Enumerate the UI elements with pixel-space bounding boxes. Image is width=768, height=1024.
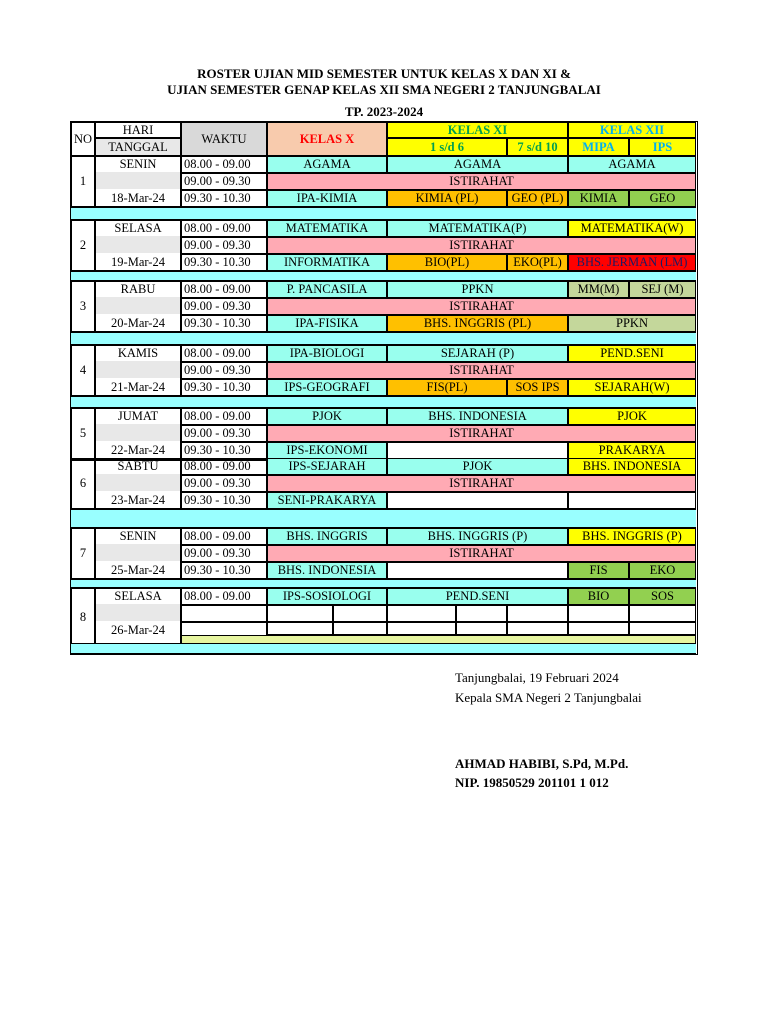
kelas-xi-1-6-subject: KIMIA (PL) xyxy=(387,190,507,207)
kelas-xi-subject: SEJARAH (P) xyxy=(387,345,568,362)
document-title-line3: TP. 2023-2024 xyxy=(344,104,424,119)
day-name: KAMIS xyxy=(117,345,159,360)
time-slot: 09.30 - 10.30 xyxy=(181,442,267,459)
kelas-x-subject: PJOK xyxy=(267,408,387,425)
day-frame xyxy=(95,408,181,459)
kelas-xii-subject: BHS. JERMAN (LM) xyxy=(568,254,696,271)
day-frame xyxy=(95,345,181,396)
day-name: SELASA xyxy=(114,588,162,603)
header-waktu: WAKTU xyxy=(181,122,267,156)
kelas-xi-7-10-subject: GEO (PL) xyxy=(507,190,568,207)
kelas-xii-mipa-subject: MM(M) xyxy=(568,281,629,298)
time-slot: 08.00 - 09.00 xyxy=(181,588,267,605)
time-slot: 08.00 - 09.00 xyxy=(181,220,267,237)
day-name: SABTU xyxy=(117,458,159,473)
empty-cell xyxy=(267,605,333,622)
kelas-xii-subject: PRAKARYA xyxy=(568,442,696,459)
time-slot: 09.30 - 10.30 xyxy=(181,254,267,271)
day-date: 23-Mar-24 xyxy=(111,492,165,507)
footer-place-date: Tanjungbalai, 19 Februari 2024 xyxy=(455,670,619,685)
empty-cell xyxy=(387,492,696,509)
kelas-xii-ips-subject: SOS xyxy=(629,588,696,605)
day-number: 4 xyxy=(71,345,95,396)
kelas-x-subject: IPS-SEJARAH xyxy=(267,458,387,475)
document-title-line1: ROSTER UJIAN MID SEMESTER UNTUK KELAS X DAN XI & xyxy=(197,66,571,81)
time-slot: 08.00 - 09.00 xyxy=(181,458,267,475)
separator-band xyxy=(71,271,696,281)
time-slot: 08.00 - 09.00 xyxy=(181,156,267,173)
kelas-xii-subject: MATEMATIKA(W) xyxy=(568,220,696,237)
kelas-x-subject: MATEMATIKA xyxy=(267,220,387,237)
kelas-xii-subject: PJOK xyxy=(568,408,696,425)
empty-cell xyxy=(333,605,387,622)
footer-position: Kepala SMA Negeri 2 Tanjungbalai xyxy=(455,690,642,705)
empty-cell xyxy=(333,622,387,635)
kelas-xii-subject: BHS. INGGRIS (P) xyxy=(568,528,696,545)
time-slot: 09.30 - 10.30 xyxy=(181,492,267,509)
time-slot: 09.00 - 09.30 xyxy=(181,298,267,315)
day-date: 22-Mar-24 xyxy=(111,442,165,457)
kelas-x-subject: IPA-BIOLOGI xyxy=(267,345,387,362)
kelas-x-subject: SENI-PRAKARYA xyxy=(267,492,387,509)
kelas-xi-subject: BHS. INGGRIS (P) xyxy=(387,528,568,545)
kelas-xi-7-10-subject: SOS IPS xyxy=(507,379,568,396)
empty-cell xyxy=(456,605,507,622)
day-name: SELASA xyxy=(114,220,162,235)
time-slot: 09.00 - 09.30 xyxy=(181,173,267,190)
break-istirahat: ISTIRAHAT xyxy=(267,425,696,442)
kelas-xi-subject: BHS. INGGRIS (PL) xyxy=(387,315,568,332)
header-hari: HARI xyxy=(95,122,181,138)
day-number: 5 xyxy=(71,408,95,459)
day-name: JUMAT xyxy=(117,408,159,423)
kelas-x-subject: BHS. INGGRIS xyxy=(267,528,387,545)
separator-band xyxy=(71,207,696,220)
day-number: 2 xyxy=(71,220,95,271)
day-frame xyxy=(95,458,181,509)
day-date: 21-Mar-24 xyxy=(111,379,165,394)
kelas-x-subject: AGAMA xyxy=(267,156,387,173)
break-istirahat: ISTIRAHAT xyxy=(267,545,696,562)
day-number: 7 xyxy=(71,528,95,579)
separator-band xyxy=(71,643,696,654)
header-no: NO xyxy=(71,122,95,156)
time-slot: 09.30 - 10.30 xyxy=(181,315,267,332)
kelas-xi-subject: AGAMA xyxy=(387,156,568,173)
day-name: SENIN xyxy=(119,156,157,171)
time-slot: 08.00 - 09.00 xyxy=(181,528,267,545)
kelas-x-subject: IPA-FISIKA xyxy=(267,315,387,332)
kelas-xii-subject: BHS. INDONESIA xyxy=(568,458,696,475)
kelas-xi-empty xyxy=(387,442,568,459)
time-slot: 09.00 - 09.30 xyxy=(181,237,267,254)
kelas-xii-ips-subject: EKO xyxy=(629,562,696,579)
kelas-x-subject: INFORMATIKA xyxy=(267,254,387,271)
separator-band xyxy=(71,332,696,345)
header-kelas-xi-1-6: 1 s/d 6 xyxy=(387,138,507,156)
day-date: 20-Mar-24 xyxy=(111,315,165,330)
kelas-xi-subject: PJOK xyxy=(387,458,568,475)
break-istirahat: ISTIRAHAT xyxy=(267,237,696,254)
time-slot: 09.30 - 10.30 xyxy=(181,190,267,207)
kelas-xi-7-10-subject: EKO(PL) xyxy=(507,254,568,271)
kelas-xi-subject: PPKN xyxy=(387,281,568,298)
header-kelas-xii: KELAS XII xyxy=(568,122,696,138)
header-kelas-xi: KELAS XI xyxy=(387,122,568,138)
time-slot: 09.00 - 09.30 xyxy=(181,475,267,492)
break-istirahat: ISTIRAHAT xyxy=(267,298,696,315)
header-kelas-xii-ips: IPS xyxy=(629,138,696,156)
break-istirahat: ISTIRAHAT xyxy=(267,475,696,492)
day-date: 18-Mar-24 xyxy=(111,190,165,205)
kelas-x-subject: IPA-KIMIA xyxy=(267,190,387,207)
day-name: RABU xyxy=(120,281,156,296)
time-slot: 09.30 - 10.30 xyxy=(181,379,267,396)
day-frame xyxy=(95,281,181,332)
day-number: 1 xyxy=(71,156,95,207)
kelas-xi-subject: MATEMATIKA(P) xyxy=(387,220,568,237)
empty-cell xyxy=(456,622,507,635)
kelas-xii-ips-subject: SEJ (M) xyxy=(629,281,696,298)
empty-cell xyxy=(267,622,333,635)
day-frame xyxy=(95,220,181,271)
header-kelas-xii-mipa: MIPA xyxy=(568,138,629,156)
document-title-line2: UJIAN SEMESTER GENAP KELAS XII SMA NEGERI 2 TANJUNGBALAI xyxy=(167,82,601,97)
kelas-xi-subject: PEND.SENI xyxy=(387,588,568,605)
empty-cell xyxy=(629,605,696,622)
day-number: 3 xyxy=(71,281,95,332)
day-date: 25-Mar-24 xyxy=(111,562,165,577)
separator-band xyxy=(71,396,696,408)
time-slot: 09.00 - 09.30 xyxy=(181,545,267,562)
empty-cell xyxy=(568,605,629,622)
kelas-x-subject: IPS-GEOGRAFI xyxy=(267,379,387,396)
kelas-xii-subject: PEND.SENI xyxy=(568,345,696,362)
separator-band xyxy=(71,509,696,528)
time-slot: 09.30 - 10.30 xyxy=(181,562,267,579)
time-cell-empty xyxy=(181,605,267,622)
empty-cell xyxy=(507,605,568,622)
header-kelas-x: KELAS X xyxy=(267,122,387,156)
time-slot: 09.00 - 09.30 xyxy=(181,425,267,442)
day-date: 26-Mar-24 xyxy=(111,622,165,637)
empty-cell xyxy=(507,622,568,635)
day-number: 8 xyxy=(71,588,95,647)
time-slot: 09.00 - 09.30 xyxy=(181,362,267,379)
empty-cell xyxy=(568,622,629,635)
kelas-xi-subject: BHS. INDONESIA xyxy=(387,408,568,425)
kelas-x-subject: P. PANCASILA xyxy=(267,281,387,298)
kelas-xii-subject: AGAMA xyxy=(568,156,696,173)
empty-cell xyxy=(629,622,696,635)
kelas-xii-subject: SEJARAH(W) xyxy=(568,379,696,396)
kelas-xii-mipa-subject: FIS xyxy=(568,562,629,579)
day-name: SENIN xyxy=(119,528,157,543)
time-slot: 08.00 - 09.00 xyxy=(181,281,267,298)
signatory-name: AHMAD HABIBI, S.Pd, M.Pd. xyxy=(455,756,629,771)
kelas-xi-1-6-subject: BIO(PL) xyxy=(387,254,507,271)
kelas-x-subject: BHS. INDONESIA xyxy=(267,562,387,579)
empty-cell xyxy=(387,605,456,622)
kelas-xii-subject: PPKN xyxy=(568,315,696,332)
signatory-nip: NIP. 19850529 201101 1 012 xyxy=(455,775,609,790)
day-frame xyxy=(95,156,181,207)
empty-cell xyxy=(387,622,456,635)
day-number: 6 xyxy=(71,458,95,509)
kelas-xii-mipa-subject: KIMIA xyxy=(568,190,629,207)
kelas-xi-empty xyxy=(387,562,568,579)
kelas-xii-mipa-subject: BIO xyxy=(568,588,629,605)
time-slot: 08.00 - 09.00 xyxy=(181,408,267,425)
header-kelas-xi-7-10: 7 s/d 10 xyxy=(507,138,568,156)
time-slot: 08.00 - 09.00 xyxy=(181,345,267,362)
day-date: 19-Mar-24 xyxy=(111,254,165,269)
break-istirahat: ISTIRAHAT xyxy=(267,362,696,379)
kelas-x-subject: IPS-SOSIOLOGI xyxy=(267,588,387,605)
day-frame xyxy=(95,588,181,647)
day-frame xyxy=(95,528,181,579)
kelas-x-subject: IPS-EKONOMI xyxy=(267,442,387,459)
separator-band xyxy=(71,579,696,588)
break-istirahat: ISTIRAHAT xyxy=(267,173,696,190)
header-tanggal: TANGGAL xyxy=(95,138,181,156)
exam-schedule-table xyxy=(70,121,698,655)
kelas-xi-1-6-subject: FIS(PL) xyxy=(387,379,507,396)
kelas-xii-ips-subject: GEO xyxy=(629,190,696,207)
